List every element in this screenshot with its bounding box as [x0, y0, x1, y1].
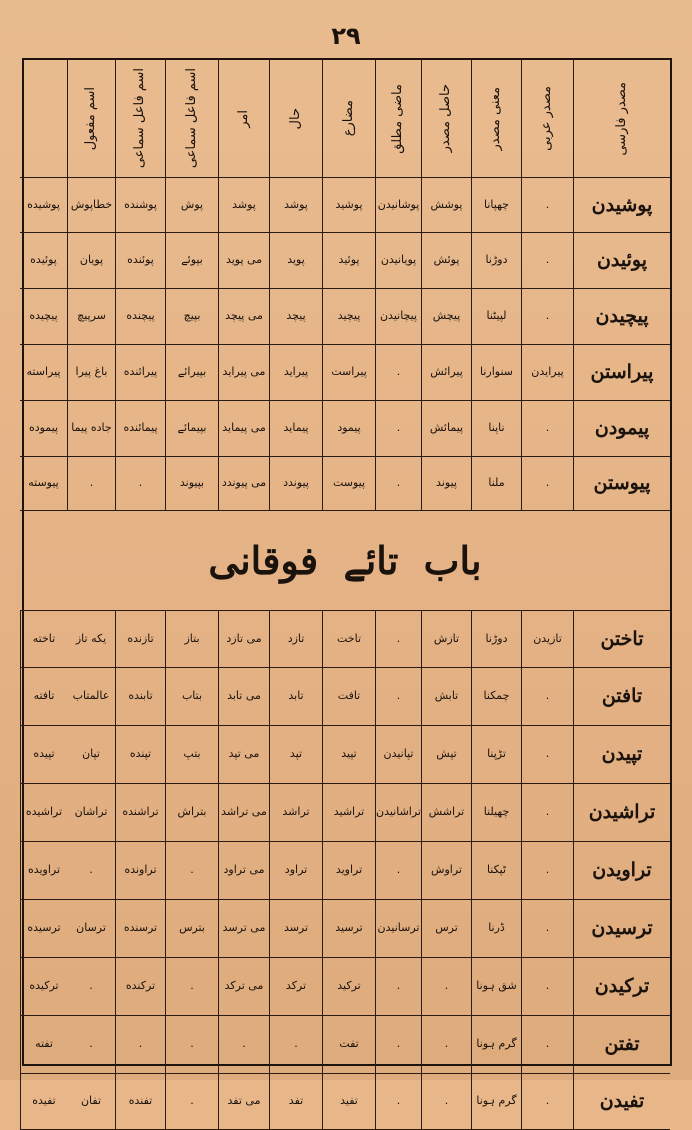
- table-cell: .: [421, 1074, 471, 1130]
- table-cell: پوشد: [269, 178, 322, 233]
- table-cell: تفته: [20, 1016, 67, 1074]
- table-cell: .: [521, 401, 573, 457]
- table-cell: پیچیده: [20, 289, 67, 345]
- table-cell: پیرائنده: [115, 345, 165, 401]
- table-cell: می پیراید: [218, 345, 269, 401]
- table-cell: پیراست: [322, 345, 375, 401]
- header-cell: [471, 60, 521, 178]
- table-cell: .: [375, 345, 421, 401]
- table-cell: پیچید: [322, 289, 375, 345]
- header-label: مضارع: [340, 100, 356, 137]
- table-cell: پوشد: [218, 178, 269, 233]
- table-cell: پویانیدن: [375, 233, 421, 289]
- table-cell: پیراید: [269, 345, 322, 401]
- table-cell: بپیمائے: [165, 401, 218, 457]
- table-cell: تراوید: [322, 842, 375, 900]
- header-cell: [165, 60, 218, 178]
- header-label: مصدر عربی: [539, 86, 555, 151]
- header-cell: [322, 60, 375, 178]
- table-cell: پیچش: [421, 289, 471, 345]
- table-cell: پوئش: [421, 233, 471, 289]
- table-cell: تپش: [421, 726, 471, 784]
- table-cell: تازیدن: [521, 611, 573, 668]
- table-cell: می تپد: [218, 726, 269, 784]
- table-cell: .: [375, 1074, 421, 1130]
- table-cell: پیمائش: [421, 401, 471, 457]
- table-cell: پوشش: [421, 178, 471, 233]
- table-cell: ملنا: [471, 457, 521, 511]
- table-cell: .: [521, 457, 573, 511]
- table-cell: سنوارنا: [471, 345, 521, 401]
- table-cell: پیوست: [322, 457, 375, 511]
- header-label: اسم مفعول: [83, 86, 99, 151]
- table-cell: تابنده: [115, 668, 165, 726]
- row-verb: پوئیدن: [573, 233, 670, 289]
- row-verb: پیراستن: [573, 345, 670, 401]
- table-cell: .: [165, 842, 218, 900]
- table-cell: می پوید: [218, 233, 269, 289]
- table-cell: پیچد: [269, 289, 322, 345]
- page-number: ۲۹: [331, 22, 361, 50]
- table-cell: تراویده: [20, 842, 67, 900]
- header-label: مصدر فارسی: [613, 81, 629, 156]
- table-cell: تفنده: [115, 1074, 165, 1130]
- header-label: امر: [235, 109, 251, 128]
- table-cell: تراشد: [269, 784, 322, 842]
- header-label: معنی مصدر: [488, 86, 504, 151]
- table-cell: پوشید: [322, 178, 375, 233]
- table-cell: تابش: [421, 668, 471, 726]
- table-cell: .: [67, 958, 115, 1016]
- table-cell: لپیٹنا: [471, 289, 521, 345]
- header-cell: [115, 60, 165, 178]
- table-cell: گرم ہونا: [471, 1074, 521, 1130]
- table-cell: .: [521, 784, 573, 842]
- table-cell: تراشیده: [20, 784, 67, 842]
- row-verb: پوشیدن: [573, 178, 670, 233]
- row-verb: ترکیدن: [573, 958, 670, 1016]
- table-cell: .: [521, 900, 573, 958]
- table-cell: تافته: [20, 668, 67, 726]
- table-cell: پوشنده: [115, 178, 165, 233]
- table-cell: می پیچد: [218, 289, 269, 345]
- row-verb: پیچیدن: [573, 289, 670, 345]
- table-cell: پیوند: [421, 457, 471, 511]
- table-cell: تپید: [322, 726, 375, 784]
- table-cell: بترس: [165, 900, 218, 958]
- table-cell: پوئید: [322, 233, 375, 289]
- table-cell: تازش: [421, 611, 471, 668]
- table-cell: .: [421, 1016, 471, 1074]
- row-verb: تراویدن: [573, 842, 670, 900]
- table-cell: تراشید: [322, 784, 375, 842]
- table-cell: .: [67, 842, 115, 900]
- table-cell: پیرایدن: [521, 345, 573, 401]
- table-cell: تفد: [269, 1074, 322, 1130]
- table-cell: تفت: [322, 1016, 375, 1074]
- table-cell: .: [67, 1016, 115, 1074]
- header-label: اسم فاعل سماعی: [132, 68, 148, 169]
- header-label: اسم فاعل سماعی: [183, 68, 199, 169]
- header-cell: [20, 60, 67, 178]
- table-cell: پوید: [269, 233, 322, 289]
- table-cell: ڈرنا: [471, 900, 521, 958]
- table-cell: تراشش: [421, 784, 471, 842]
- header-cell: [375, 60, 421, 178]
- table-cell: بپیرائے: [165, 345, 218, 401]
- table-cell: بتاب: [165, 668, 218, 726]
- table-cell: ترکید: [322, 958, 375, 1016]
- table-cell: .: [521, 1016, 573, 1074]
- row-verb: تاختن: [573, 611, 670, 668]
- table-cell: تابد: [269, 668, 322, 726]
- section-heading: باب تائے فوقانی: [20, 511, 670, 611]
- table-cell: بتاز: [165, 611, 218, 668]
- table-cell: یکه تاز: [67, 611, 115, 668]
- table-cell: .: [375, 457, 421, 511]
- header-cell: [67, 60, 115, 178]
- table-cell: بپیوند: [165, 457, 218, 511]
- table-cell: ترسانیدن: [375, 900, 421, 958]
- table-cell: شق ہونا: [471, 958, 521, 1016]
- table-cell: .: [115, 1016, 165, 1074]
- table-cell: .: [375, 668, 421, 726]
- table-cell: بتراش: [165, 784, 218, 842]
- table-cell: پوش: [165, 178, 218, 233]
- table-cell: پیماید: [269, 401, 322, 457]
- table-cell: پیچنده: [115, 289, 165, 345]
- table-cell: می پیوندد: [218, 457, 269, 511]
- table-cell: تراوش: [421, 842, 471, 900]
- header-cell-word: [573, 60, 670, 178]
- table-cell: .: [521, 233, 573, 289]
- header-cell: [269, 60, 322, 178]
- row-verb: تپیدن: [573, 726, 670, 784]
- table-cell: تراشان: [67, 784, 115, 842]
- table-cell: .: [521, 289, 573, 345]
- table-cell: .: [521, 668, 573, 726]
- table-cell: تاخته: [20, 611, 67, 668]
- header-cell: [421, 60, 471, 178]
- table-cell: تراود: [269, 842, 322, 900]
- table-cell: باغ پیرا: [67, 345, 115, 401]
- table-cell: .: [521, 178, 573, 233]
- table-cell: تپد: [269, 726, 322, 784]
- row-verb: تفیدن: [573, 1074, 670, 1130]
- table-cell: .: [521, 1074, 573, 1130]
- table-cell: پوشیده: [20, 178, 67, 233]
- table-cell: تڑپنا: [471, 726, 521, 784]
- table-cell: دوڑنا: [471, 233, 521, 289]
- table-cell: می پیماید: [218, 401, 269, 457]
- table-cell: پیوندد: [269, 457, 322, 511]
- table-cell: تپیده: [20, 726, 67, 784]
- table-cell: .: [115, 457, 165, 511]
- table-cell: .: [165, 1074, 218, 1130]
- table-cell: پوشانیدن: [375, 178, 421, 233]
- table-cell: تپان: [67, 726, 115, 784]
- table-cell: سرپیچ: [67, 289, 115, 345]
- table-cell: چھپانا: [471, 178, 521, 233]
- table-cell: ترکنده: [115, 958, 165, 1016]
- table-cell: ٹپکنا: [471, 842, 521, 900]
- table-cell: پیرائش: [421, 345, 471, 401]
- table-cell: می تازد: [218, 611, 269, 668]
- row-verb: پیمودن: [573, 401, 670, 457]
- table-cell: .: [521, 842, 573, 900]
- table-cell: ترسان: [67, 900, 115, 958]
- table-cell: پویان: [67, 233, 115, 289]
- table-cell: .: [375, 842, 421, 900]
- table-cell: عالمتاب: [67, 668, 115, 726]
- row-verb: تفتن: [573, 1016, 670, 1074]
- table-cell: گرم ہونا: [471, 1016, 521, 1074]
- table-cell: بپیچ: [165, 289, 218, 345]
- table-cell: می تابد: [218, 668, 269, 726]
- table-cell: می تفد: [218, 1074, 269, 1130]
- table-cell: ترس: [421, 900, 471, 958]
- table-cell: ترکد: [269, 958, 322, 1016]
- header-label: ماضی مطلق: [390, 83, 406, 154]
- table-cell: بتپ: [165, 726, 218, 784]
- table-cell: پیچانیدن: [375, 289, 421, 345]
- table-cell: تپانیدن: [375, 726, 421, 784]
- table-cell: .: [375, 611, 421, 668]
- row-verb: ترسیدن: [573, 900, 670, 958]
- table-cell: .: [421, 958, 471, 1016]
- table-cell: تفان: [67, 1074, 115, 1130]
- header-label: حاصل مصدر: [438, 84, 454, 153]
- table-cell: پیمائنده: [115, 401, 165, 457]
- table-cell: ترسیده: [20, 900, 67, 958]
- table-cell: ترسنده: [115, 900, 165, 958]
- table-cell: تازنده: [115, 611, 165, 668]
- row-verb: تافتن: [573, 668, 670, 726]
- row-verb: پیوستن: [573, 457, 670, 511]
- table-cell: تاخت: [322, 611, 375, 668]
- table-cell: پوئیده: [20, 233, 67, 289]
- table-cell: می ترسد: [218, 900, 269, 958]
- table-cell: جاده پیما: [67, 401, 115, 457]
- table-cell: می ترکد: [218, 958, 269, 1016]
- table-cell: .: [375, 958, 421, 1016]
- table-cell: .: [269, 1016, 322, 1074]
- table-cell: تازد: [269, 611, 322, 668]
- header-cell: [521, 60, 573, 178]
- table-cell: پوئنده: [115, 233, 165, 289]
- conjugation-table: [22, 58, 672, 1113]
- table-cell: پیموده: [20, 401, 67, 457]
- header-cell: [218, 60, 269, 178]
- table-cell: تراشانیدن: [375, 784, 421, 842]
- row-verb: تراشیدن: [573, 784, 670, 842]
- table-cell: ترکیده: [20, 958, 67, 1016]
- table-cell: تفید: [322, 1074, 375, 1130]
- table-cell: تراونده: [115, 842, 165, 900]
- table-cell: .: [67, 457, 115, 511]
- table-cell: .: [375, 1016, 421, 1074]
- table-cell: تپنده: [115, 726, 165, 784]
- table-cell: بپوئے: [165, 233, 218, 289]
- table-cell: ترسید: [322, 900, 375, 958]
- header-label: حال: [287, 107, 303, 130]
- table-cell: .: [218, 1016, 269, 1074]
- table-cell: .: [521, 958, 573, 1016]
- table-cell: تافت: [322, 668, 375, 726]
- table-cell: می تراشد: [218, 784, 269, 842]
- table-cell: پیراسته: [20, 345, 67, 401]
- table-cell: پیمود: [322, 401, 375, 457]
- table-cell: خطاپوش: [67, 178, 115, 233]
- table-cell: .: [521, 726, 573, 784]
- table-cell: چمکنا: [471, 668, 521, 726]
- table-cell: چھیلنا: [471, 784, 521, 842]
- table-cell: تراشنده: [115, 784, 165, 842]
- table-cell: پیوسته: [20, 457, 67, 511]
- table-cell: .: [375, 401, 421, 457]
- table-cell: دوڑنا: [471, 611, 521, 668]
- table-cell: می تراود: [218, 842, 269, 900]
- table-cell: ترسد: [269, 900, 322, 958]
- table-cell: .: [165, 1016, 218, 1074]
- table-cell: ناپنا: [471, 401, 521, 457]
- table-cell: .: [165, 958, 218, 1016]
- table-cell: تفیده: [20, 1074, 67, 1130]
